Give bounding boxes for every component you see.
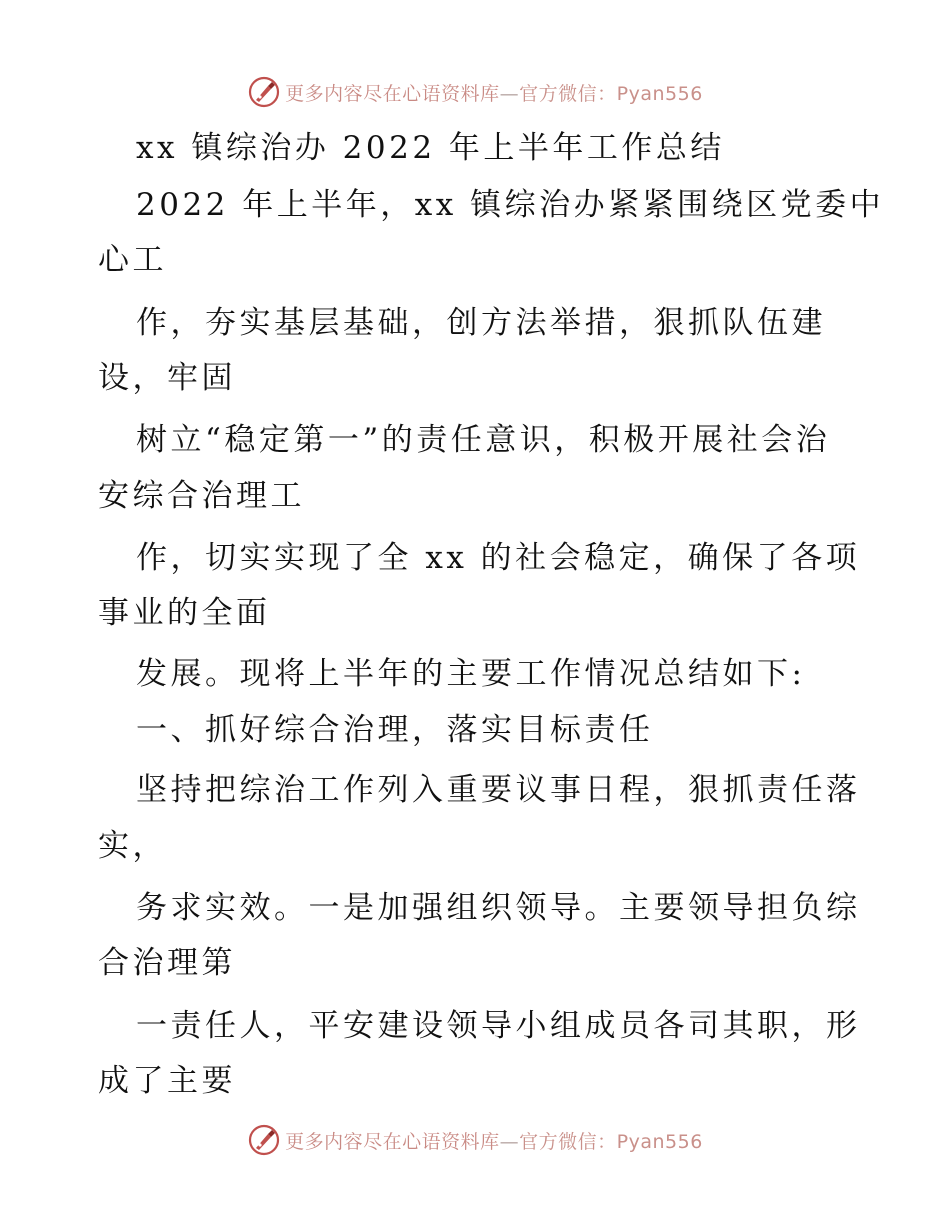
watermark-wechat: 官方微信：Pyan556 [519, 82, 703, 105]
paragraph-line: 务求实效。一是加强组织领导。主要领导担负综 [136, 890, 861, 926]
paragraph-line: 设，牢固 [98, 360, 236, 396]
watermark-text [285, 1127, 703, 1154]
paragraph-line: 实， [98, 828, 167, 864]
paragraph-line: 合治理第 [98, 945, 236, 981]
watermark-brand: 更多内容尽在心语资料库 [285, 82, 500, 105]
paragraph-line: 心工 [98, 242, 167, 278]
paragraph-line: 坚持把综治工作列入重要议事日程，狠抓责任落 [136, 772, 861, 808]
pen-logo-icon [247, 75, 281, 109]
paragraph-line: 成了主要 [98, 1063, 236, 1099]
watermark-separator: — [499, 82, 520, 105]
watermark-text [285, 79, 703, 106]
watermark-banner-top [0, 72, 950, 112]
watermark-separator: — [499, 1130, 520, 1153]
document-title: xx 镇综治办 2022 年上半年工作总结 [136, 130, 725, 166]
pen-logo-icon [247, 1123, 281, 1157]
paragraph-line: 一责任人，平安建设领导小组成员各司其职，形 [136, 1008, 861, 1044]
watermark-banner-bottom [0, 1120, 950, 1160]
watermark-brand: 更多内容尽在心语资料库 [285, 1130, 500, 1153]
paragraph-line: 树立“稳定第一”的责任意识，积极开展社会治 [136, 422, 831, 458]
paragraph-line: 安综合治理工 [98, 478, 305, 514]
paragraph-line: 2022 年上半年，xx 镇综治办紧紧围绕区党委中 [136, 187, 885, 223]
paragraph-line: 作，切实实现了全 xx 的社会稳定，确保了各项 [136, 540, 861, 576]
paragraph-line: 作，夯实基层基础，创方法举措，狠抓队伍建 [136, 305, 826, 341]
paragraph-line: 发展。现将上半年的主要工作情况总结如下: [136, 656, 806, 692]
paragraph-line: 事业的全面 [98, 595, 271, 631]
watermark-wechat: 官方微信：Pyan556 [519, 1130, 703, 1153]
section-heading: 一、抓好综合治理，落实目标责任 [136, 712, 654, 748]
